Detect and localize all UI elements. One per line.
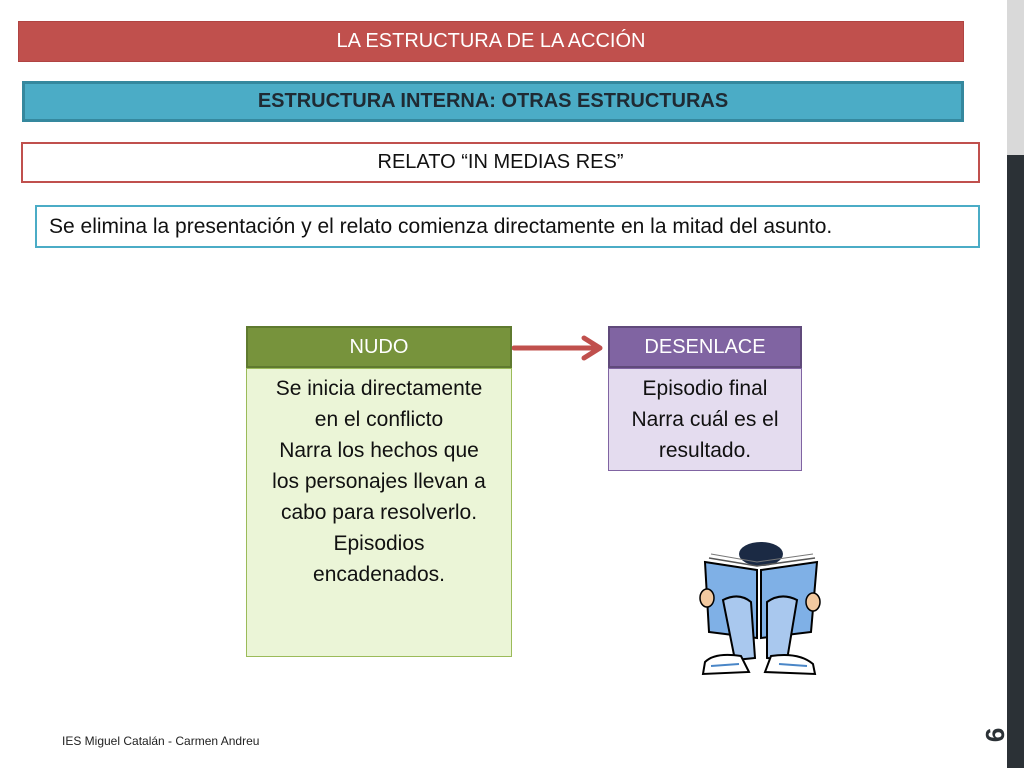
desenlace-line: Narra cuál es el: [631, 408, 779, 431]
desenlace-body: [608, 368, 802, 471]
reading-child-illustration: [695, 540, 825, 680]
page-number: 9: [980, 727, 1011, 743]
slide-subtitle: ESTRUCTURA INTERNA: OTRAS ESTRUCTURAS: [22, 81, 964, 122]
nudo-line: los personajes llevan a: [272, 470, 486, 493]
relato-heading: RELATO “IN MEDIAS RES”: [21, 142, 980, 183]
nudo-line: cabo para resolverlo.: [280, 501, 478, 524]
nudo-line: Se inicia directamente: [275, 377, 483, 400]
nudo-heading: NUDO: [246, 326, 512, 368]
desenlace-line: resultado.: [658, 439, 752, 462]
footer-credit: IES Miguel Catalán - Carmen Andreu: [62, 734, 260, 748]
nudo-line: encadenados.: [313, 563, 445, 586]
nudo-line: Episodios: [333, 532, 425, 555]
side-strip-top: [1007, 0, 1024, 155]
desenlace-heading: DESENLACE: [608, 326, 802, 368]
description-box: Se elimina la presentación y el relato comienza directamente en la mitad del asunto.: [35, 205, 980, 248]
nudo-line: Narra los hechos que: [279, 439, 479, 462]
desenlace-line: Episodio final: [642, 377, 768, 400]
side-strip: [1007, 155, 1024, 768]
arrow-right-icon: [512, 334, 608, 362]
slide-title: LA ESTRUCTURA DE LA ACCIÓN: [18, 21, 964, 62]
nudo-line: en el conflicto: [314, 408, 444, 431]
nudo-body: [246, 368, 512, 657]
